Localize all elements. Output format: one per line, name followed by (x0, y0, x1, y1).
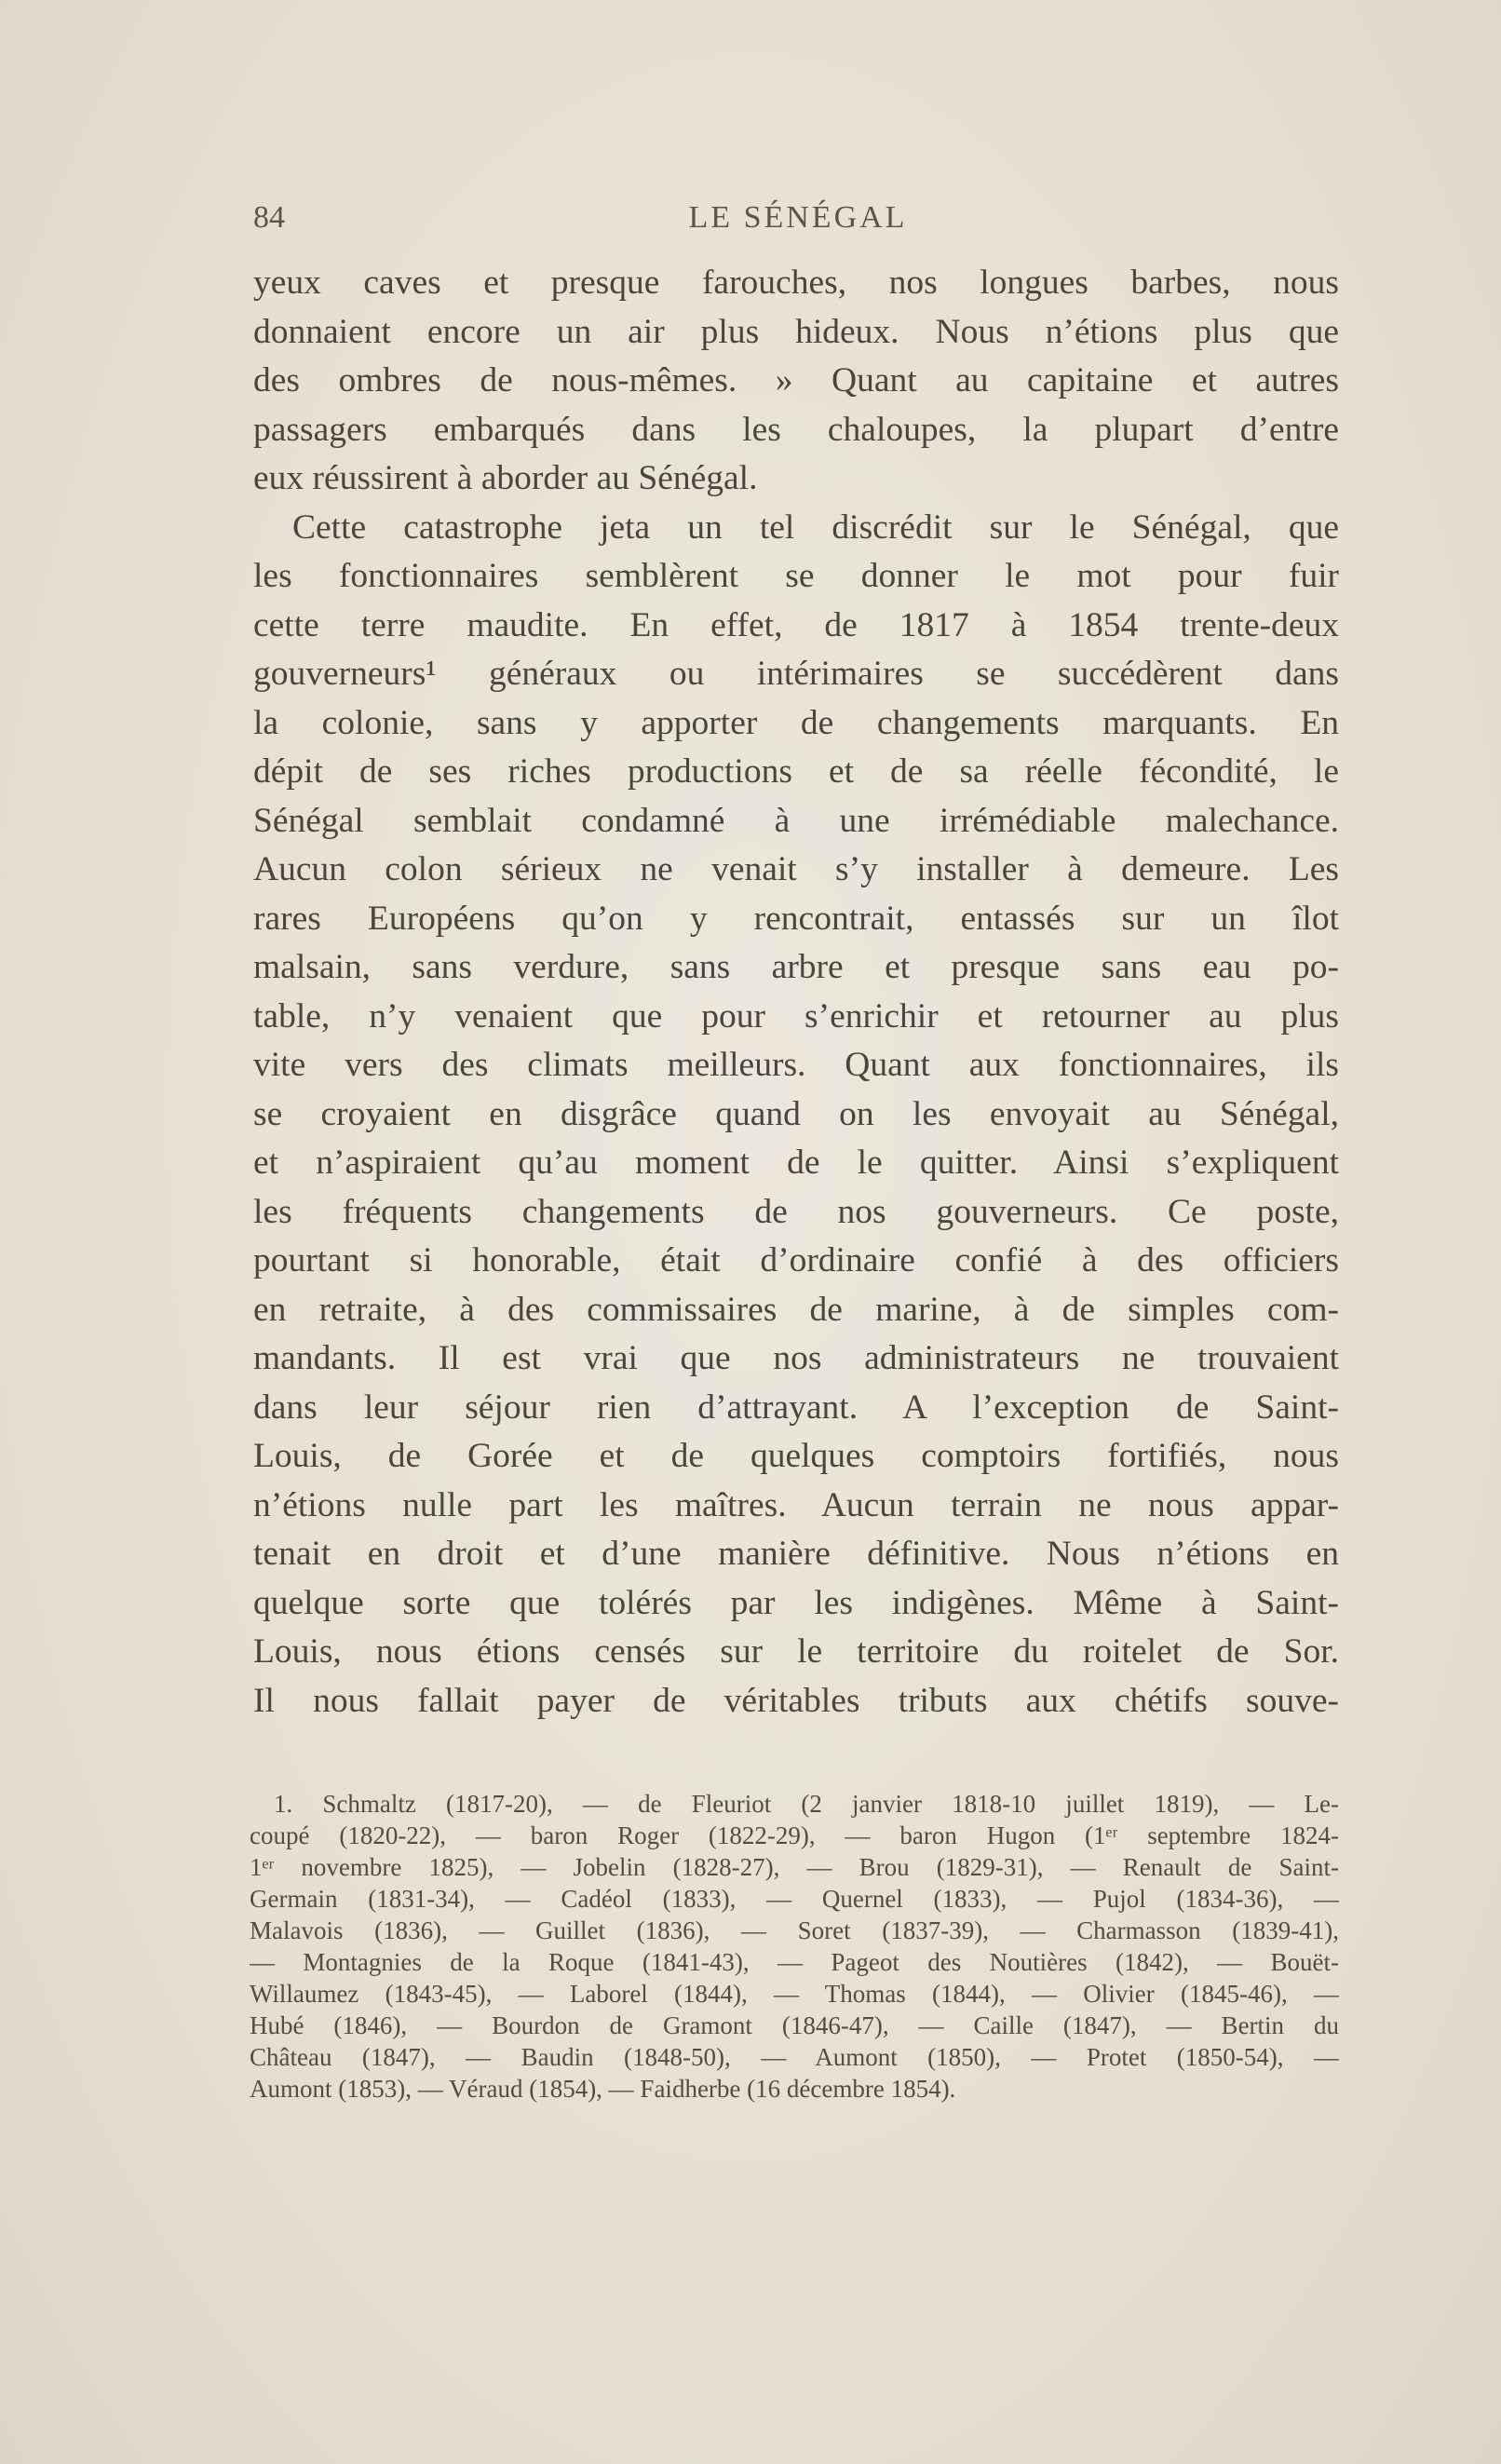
text-line: table, n’y venaient que pour s’enrichir et retourner au plus (253, 996, 1339, 1036)
text-line: Sénégal semblait condamné à une irrémédiable malechance. (253, 801, 1339, 840)
text-line: et n’aspiraient qu’au moment de le quitter. Ainsi s’expliquent (253, 1144, 1339, 1182)
text-line: dépit de ses riches productions et de sa réelle fécondité, le (253, 752, 1339, 791)
footnote-line: Malavois (1836), — Guillet (1836), — Soret (1837-39), — Charmasson (1839-41), (250, 1916, 1339, 1944)
footnotes (250, 1788, 1339, 2105)
text-line: tenait en droit et d’une manière définitive. Nous n’étions en (253, 1535, 1339, 1573)
text-line: mandants. Il est vrai que nos administrateurs ne trouvaient (253, 1339, 1339, 1377)
footnote-line: coupé (1820-22), — baron Roger (1822-29), — baron Hugon (1ᵉʳ septembre 1824- (250, 1821, 1339, 1849)
text-line: gouverneurs¹ généraux ou intérimaires se succédèrent dans (253, 655, 1339, 693)
text-line: la colonie, sans y apporter de changements marquants. En (253, 703, 1339, 742)
text-line: vite vers des climats meilleurs. Quant aux fonctionnaires, ils (253, 1046, 1339, 1084)
footnote-line: 1. Schmaltz (1817-20), — de Fleuriot (2 janvier 1818-10 juillet 1819), — Le- (274, 1790, 1339, 1818)
text-line: yeux caves et presque farouches, nos longues barbes, nous (253, 264, 1339, 302)
footnote-line: Germain (1831-34), — Cadéol (1833), — Quernel (1833), — Pujol (1834-36), — (250, 1885, 1339, 1913)
text-line: les fonctionnaires semblèrent se donner le mot pour fuir (253, 557, 1339, 595)
footnote-line: Château (1847), — Baudin (1848-50), — Aumont (1850), — Protet (1850-54), — (250, 2043, 1339, 2071)
text-line: dans leur séjour rien d’attrayant. A l’exception de Saint- (253, 1388, 1339, 1427)
text-line: quelque sorte que tolérés par les indigènes. Même à Saint- (253, 1583, 1339, 1622)
footnote-line: Willaumez (1843-45), — Laborel (1844), — Thomas (1844), — Olivier (1845-46), — (250, 1980, 1339, 2008)
text-line: les fréquents changements de nos gouverneurs. Ce poste, (253, 1192, 1339, 1231)
text-line: passagers embarqués dans les chaloupes, la plupart d’entre (253, 410, 1339, 449)
text-line: rares Européens qu’on y rencontrait, entassés sur un îlot (253, 899, 1339, 938)
text-line: des ombres de nous-mêmes. » Quant au capitaine et autres (253, 361, 1339, 399)
running-title: LE SÉNÉGAL (688, 200, 908, 235)
footnote-line: Hubé (1846), — Bourdon de Gramont (1846-47), — Caille (1847), — Bertin du (250, 2011, 1339, 2039)
text-line: malsain, sans verdure, sans arbre et presque sans eau po- (253, 948, 1339, 986)
page-number: 84 (253, 200, 285, 235)
text-line: pourtant si honorable, était d’ordinaire confié à des officiers (253, 1241, 1339, 1279)
text-line: Il nous fallait payer de véritables tributs aux chétifs souve- (253, 1681, 1339, 1720)
text-line: Louis, nous étions censés sur le territoire du roitelet de Sor. (253, 1632, 1339, 1671)
footnote-line: 1ᵉʳ novembre 1825), — Jobelin (1828-27), — Brou (1829-31), — Renault de Saint- (250, 1853, 1339, 1881)
footnote-line: — Montagnies de la Roque (1841-43), — Pageot des Noutières (1842), — Bouët- (250, 1948, 1339, 1976)
text-line: Louis, de Gorée et de quelques comptoirs fortifiés, nous (253, 1437, 1339, 1475)
text-line: donnaient encore un air plus hideux. Nous n’étions plus que (253, 312, 1339, 351)
page-header (253, 200, 1343, 241)
paragraph-start-line: Cette catastrophe jeta un tel discrédit sur le Sénégal, que (292, 508, 1339, 547)
text-line: Aucun colon sérieux ne venait s’y installer à demeure. Les (253, 850, 1339, 888)
text-line: se croyaient en disgrâce quand on les envoyait au Sénégal, (253, 1094, 1339, 1133)
text-line: en retraite, à des commissaires de marine, à de simples com- (253, 1290, 1339, 1329)
text-line: cette terre maudite. En effet, de 1817 à 1854 trente-deux (253, 605, 1339, 644)
footnote-line: Aumont (1853), — Véraud (1854), — Faidherbe (16 décembre 1854). (250, 2075, 956, 2103)
text-line: n’étions nulle part les maîtres. Aucun terrain ne nous appar- (253, 1485, 1339, 1524)
body-text (253, 259, 1339, 1726)
text-line: eux réussirent à aborder au Sénégal. (253, 459, 758, 497)
